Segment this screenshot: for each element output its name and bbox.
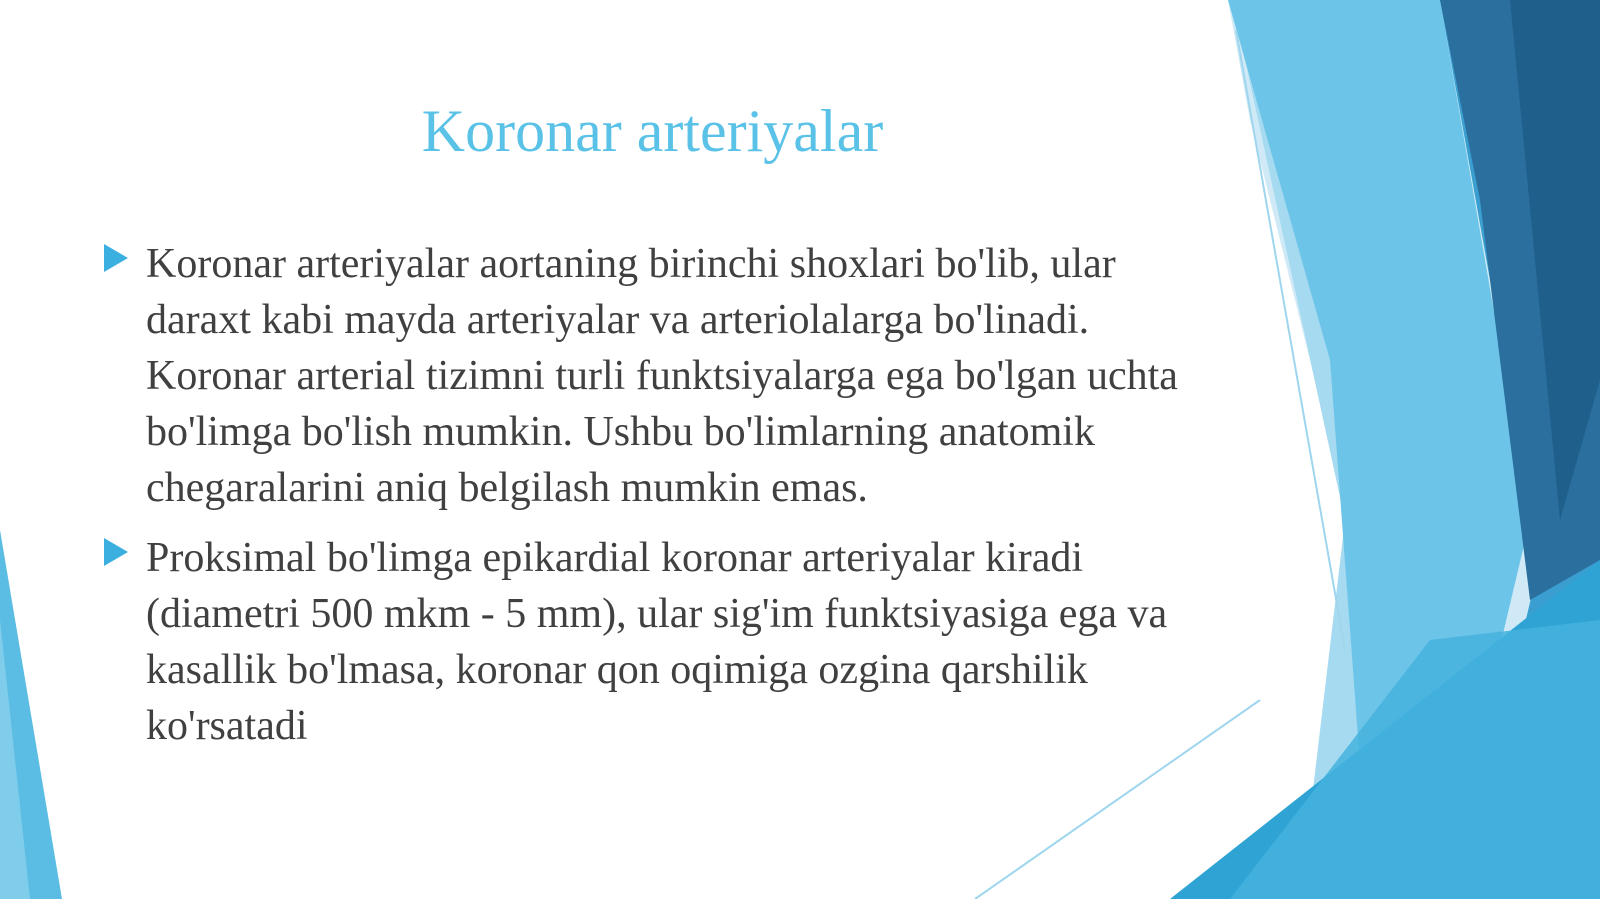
- bullet-item: [102, 530, 1212, 754]
- bullet-list: [102, 236, 1212, 768]
- triangle-right-icon: [102, 536, 130, 568]
- triangle-right-icon: [102, 242, 130, 274]
- bullet-item: [102, 236, 1212, 516]
- bullet-text: Koronar arteriyalar aortaning birinchi shoxlari bo'lib, ular daraxt kabi mayda arteriyalar va arteriolalarga bo'linadi. Koronar arterial tizimni turli funktsiyalarga ega bo'lgan uchta bo'limga bo'lish mumkin. Ushbu bo'limlarning anatomik chegaralarini aniq belgilash mumkin emas.: [146, 241, 1178, 511]
- bottom-shard-light: [1230, 620, 1600, 899]
- slide-title: Koronar arteriyalar: [421, 98, 884, 164]
- bullet-text: Proksimal bo'limga epikardial koronar arteriyalar kiradi (diametri 500 mkm - 5 mm), ular sig'im funktsiyasiga ega va kasallik bo'lmasa, koronar qon oqimiga ozgina qarshilik ko'rsatadi: [146, 535, 1168, 749]
